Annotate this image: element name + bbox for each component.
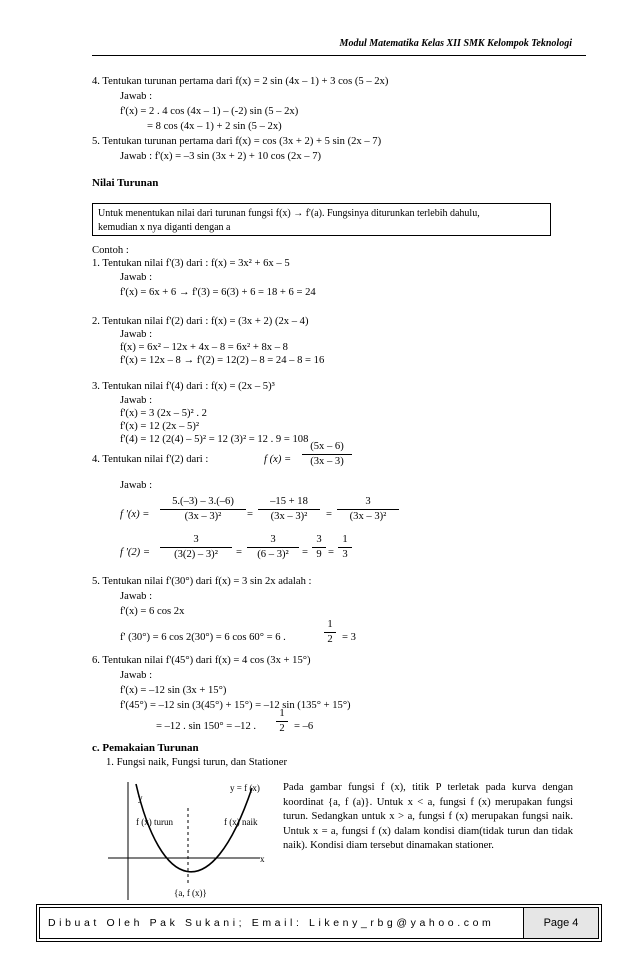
fraction-bar (160, 547, 232, 548)
fraction-bar (337, 509, 399, 510)
equals-sign: = (326, 509, 332, 520)
example-2: 2. Tentukan nilai f'(2) dari : f(x) = (3x + 2) (2x – 4) (92, 316, 309, 327)
question-4-line-2: = 8 cos (4x – 1) + 2 sin (5 – 2x) (147, 121, 282, 132)
frac-denominator: 2 (327, 634, 333, 645)
example-5: 5. Tentukan nilai f'(30°) dari f(x) = 3 sin 2x adalah : (92, 576, 312, 587)
fraction-bar (247, 547, 299, 548)
example-3-line-2: f'(x) = 12 (2x – 5)² (120, 421, 200, 432)
frac-denominator: (6 – 3)² (257, 549, 289, 560)
definition-line-1: Untuk menentukan nilai dari turunan fungsi f(x) → f'(a). Fungsinya diturunkan terlebih dahulu, (98, 208, 480, 219)
example-4-fraction (302, 441, 352, 468)
example-6-jawab: Jawab : (120, 670, 153, 681)
question-5-jawab: Jawab : f'(x) = –3 sin (3x + 2) + 10 cos (2x – 7) (120, 151, 322, 162)
definition-box (92, 203, 551, 236)
example-4-denominator: (3x – 3) (310, 456, 344, 467)
graph-turun-label: f (x) turun (136, 817, 173, 827)
frac-denominator: 3 (342, 549, 348, 560)
fraction-bar (302, 454, 352, 455)
example-3-jawab: Jawab : (120, 395, 153, 406)
graph-y-label: y (138, 793, 143, 803)
frac-denominator: (3x – 3)² (270, 511, 308, 522)
example-4-l2-frac-1 (160, 534, 232, 561)
graph-point-label: {a, f (x)} (174, 888, 207, 898)
example-4-l1-lhs: f '(x) = (120, 509, 150, 520)
equals-sign: = (302, 547, 308, 558)
footer-credit: Dibuat Oleh Pak Sukani; Email: Likeny_rbg@yahoo.com (48, 917, 495, 929)
example-4-fx: f (x) = (264, 454, 292, 465)
example-4-jawab: Jawab : (120, 480, 153, 491)
page-footer (39, 907, 599, 939)
frac-numerator: 1 (342, 534, 348, 545)
example-5-fraction (324, 619, 336, 646)
graph-x-label: x (260, 854, 265, 864)
example-5-line-2: f' (30°) = 6 cos 2(30°) = 6 cos 60° = 6 . (120, 632, 286, 643)
example-4-l2-frac-2 (247, 534, 299, 561)
example-4-l1-frac-2 (258, 496, 320, 523)
example-6-line-2: f'(45°) = –12 sin (3(45°) + 15°) = –12 sin (135° + 15°) (120, 700, 351, 711)
frac-denominator: (3x – 3)² (349, 511, 387, 522)
example-1: 1. Tentukan nilai f'(3) dari : f(x) = 3x² + 6x – 5 (92, 258, 290, 269)
definition-line-2: kemudian x nya diganti dengan a (98, 222, 231, 233)
question-5: 5. Tentukan turunan pertama dari f(x) = cos (3x + 2) + 5 sin (2x – 7) (92, 136, 382, 147)
example-4-l2-frac-4 (338, 534, 352, 561)
graph-naik-label: f (x) naik (224, 817, 258, 827)
page-header-title: Modul Matematika Kelas XII SMK Kelompok Teknologi (339, 38, 572, 49)
header-rule (92, 55, 586, 56)
example-4-l1-frac-3 (337, 496, 399, 523)
frac-denominator: (3(2) – 3)² (174, 549, 218, 560)
equals-sign: = (328, 547, 334, 558)
parabola-curve (136, 784, 252, 872)
example-6-fraction (276, 708, 288, 735)
page-number: Page 4 (523, 908, 598, 938)
frac-denominator: 9 (316, 549, 322, 560)
example-5-line-1: f'(x) = 6 cos 2x (120, 606, 185, 617)
example-1-jawab: Jawab : (120, 272, 153, 283)
section-nilai-turunan-heading: Nilai Turunan (92, 177, 159, 189)
subsection-fungsi-naik-turun: 1. Fungsi naik, Fungsi turun, dan Stationer (106, 757, 287, 768)
example-4-numerator: (5x – 6) (310, 441, 344, 452)
example-6-line-3: = –12 . sin 150° = –12 . (156, 721, 257, 732)
example-3: 3. Tentukan nilai f'(4) dari : f(x) = (2x – 5)³ (92, 381, 275, 392)
frac-numerator: 3 (316, 534, 322, 545)
example-5-jawab: Jawab : (120, 591, 153, 602)
example-2-line-1: f(x) = 6x² – 12x + 4x – 8 = 6x² + 8x – 8 (120, 342, 288, 353)
example-5-result: = 3 (342, 632, 356, 643)
example-2-line-2: f'(x) = 12x – 8 → f'(2) = 12(2) – 8 = 24 – 8 = 16 (120, 355, 325, 366)
fraction-bar (276, 721, 288, 722)
section-pemakaian-turunan-heading: c. Pemakaian Turunan (92, 742, 199, 754)
frac-numerator: 3 (365, 496, 371, 507)
frac-numerator: 5.(–3) – 3.(–6) (172, 496, 234, 507)
example-6-result: = –6 (294, 721, 314, 732)
example-4-l1-frac-1 (160, 496, 246, 523)
frac-numerator: 3 (270, 534, 276, 545)
frac-numerator: 3 (193, 534, 199, 545)
frac-numerator: 1 (279, 708, 285, 719)
function-graph (100, 778, 280, 904)
example-6-line-1: f'(x) = –12 sin (3x + 15°) (120, 685, 227, 696)
example-4-l2-lhs: f '(2) = (120, 547, 151, 558)
fraction-bar (324, 632, 336, 633)
fraction-bar (312, 547, 326, 548)
example-3-line-3: f'(4) = 12 (2(4) – 5)² = 12 (3)² = 12 . 9 = 108 (120, 434, 309, 445)
frac-denominator: 2 (279, 723, 285, 734)
question-4-jawab: Jawab : (120, 91, 153, 102)
contoh-label: Contoh : (92, 245, 129, 256)
fraction-bar (338, 547, 352, 548)
example-4-l2-frac-3 (312, 534, 326, 561)
example-1-line-1: f'(x) = 6x + 6 → f'(3) = 6(3) + 6 = 18 + 6 = 24 (120, 287, 316, 298)
example-3-line-1: f'(x) = 3 (2x – 5)² . 2 (120, 408, 207, 419)
frac-denominator: (3x – 3)² (184, 511, 222, 522)
question-4: 4. Tentukan turunan pertama dari f(x) = 2 sin (4x – 1) + 3 cos (5 – 2x) (92, 76, 389, 87)
fraction-bar (258, 509, 320, 510)
question-4-line-1: f'(x) = 2 . 4 cos (4x – 1) – (-2) sin (5 – 2x) (120, 106, 299, 117)
equals-sign: = (236, 547, 242, 558)
example-2-jawab: Jawab : (120, 329, 153, 340)
frac-numerator: –15 + 18 (270, 496, 308, 507)
stationer-paragraph: Pada gambar fungsi f (x), titik P terletak pada kurva dengan koordinat {a, f (a)}. Untuk x < a, fungsi f (x) merupakan fungsi turun. Sedangkan untuk x > a, fungsi f (x) merupakan fungsi naik. Untuk x = a, fungsi f (x) dalam kondisi diam(tidak turun dan tidak naik). Kondisi diam tersebut dinamakan stationer. (283, 782, 573, 852)
fraction-bar (160, 509, 246, 510)
graph-function-label: y = f (x) (230, 783, 260, 793)
example-4: 4. Tentukan nilai f'(2) dari : (92, 454, 209, 465)
example-6: 6. Tentukan nilai f'(45°) dari f(x) = 4 cos (3x + 15°) (92, 655, 311, 666)
frac-numerator: 1 (327, 619, 333, 630)
equals-sign: = (247, 509, 253, 520)
